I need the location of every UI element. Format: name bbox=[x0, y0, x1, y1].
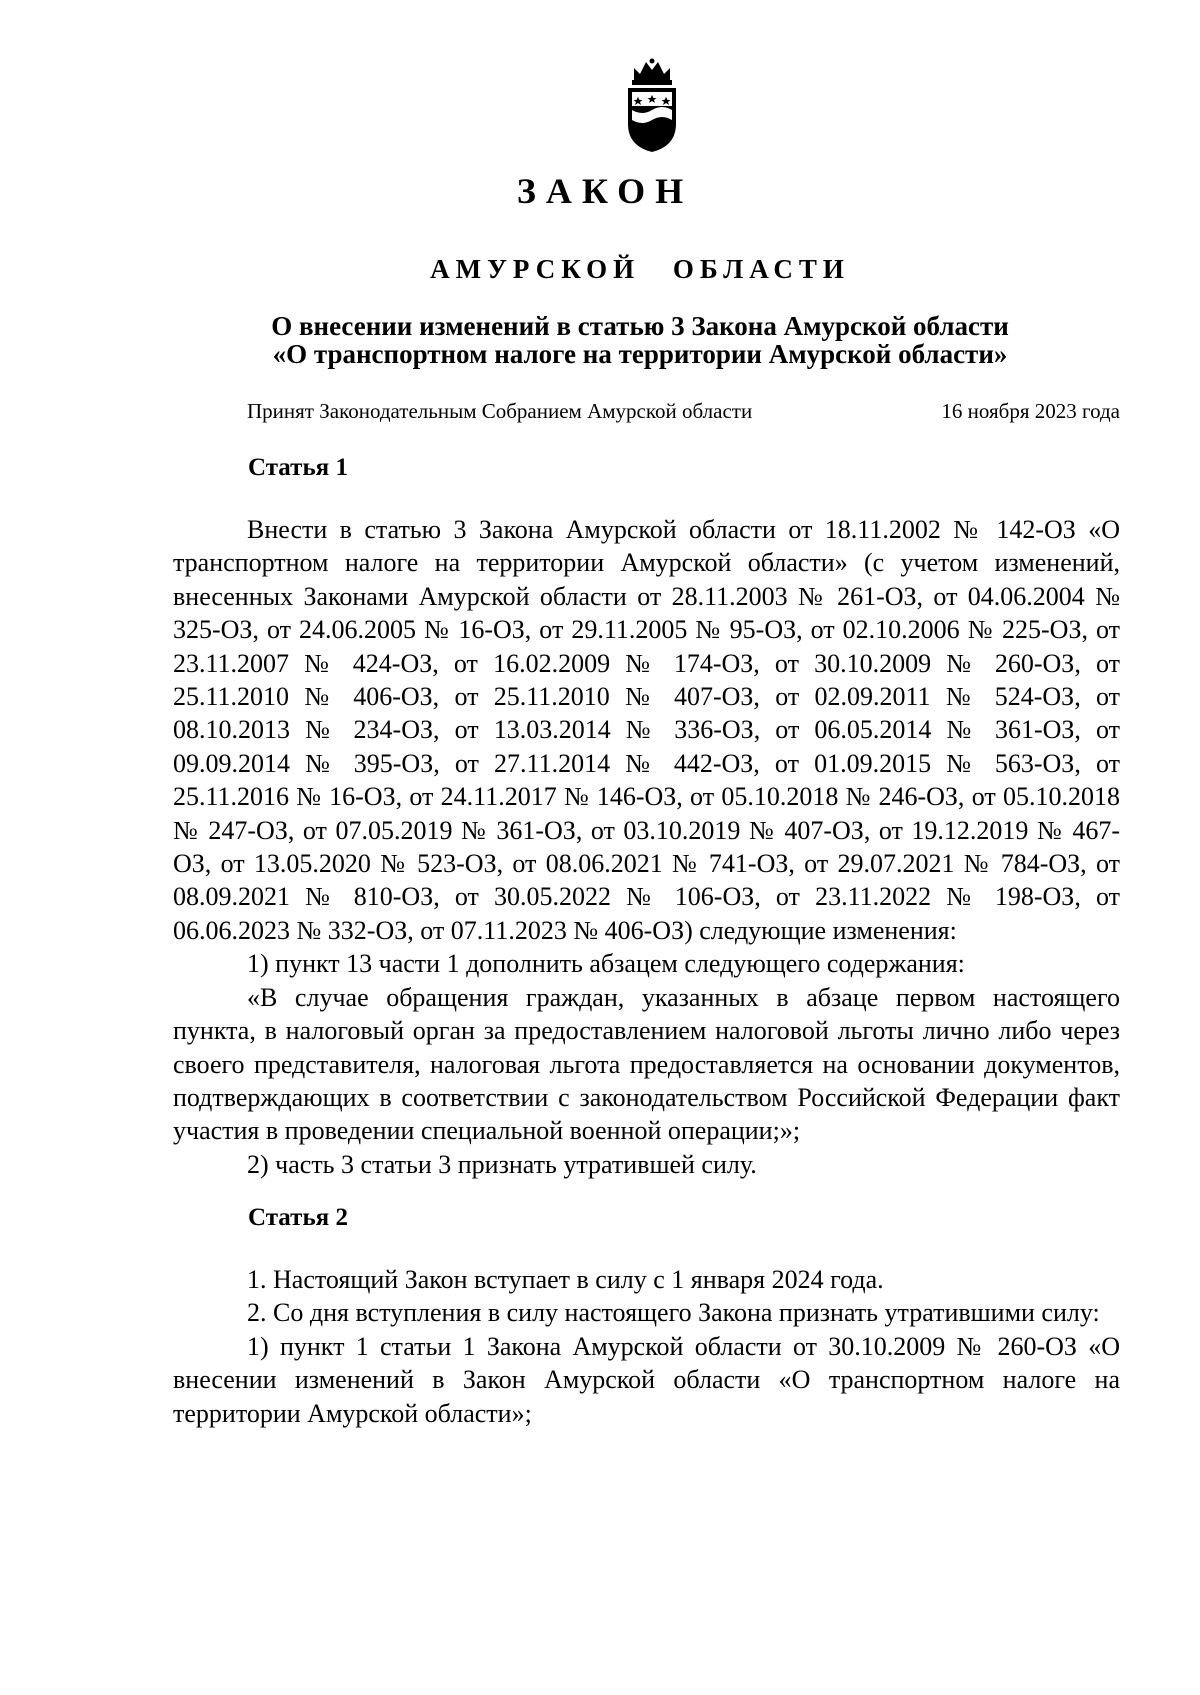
adopted-date: 16 ноября 2023 года bbox=[941, 399, 1120, 423]
article-2-paragraph-1: 1. Настоящий Закон вступает в силу с 1 января 2024 года. bbox=[247, 1265, 884, 1294]
law-heading bbox=[180, 312, 1100, 368]
adopted-by: Принят Законодательным Собранием Амурской области bbox=[247, 399, 753, 423]
law-heading-line-1: О внесении изменений в статью 3 Закона Амурской области bbox=[271, 311, 1009, 341]
article-1-title: Статья 1 bbox=[248, 454, 348, 481]
law-heading-line-2: «О транспортном налоге на территории Амурской области» bbox=[272, 339, 1008, 369]
article-1-quote: «В случае обращения граждан, указанных в абзаце первом настоящего пункта, в налоговый орган за предоставлением налоговой льготы лично либо через своего представителя, налоговая льгота предоставляется на основании документов, подтверждающих в соответствии с законодательством Российской Федерации факт участия в проведении специальной военной операции;»; bbox=[173, 982, 1120, 1146]
article-1-item-1: 1) пункт 13 части 1 дополнить абзацем следующего содержания: bbox=[247, 949, 965, 979]
amur-region-coat-of-arms-icon bbox=[620, 58, 684, 154]
document-title: ЗАКОН bbox=[516, 171, 694, 211]
article-2-title: Статья 2 bbox=[248, 1204, 348, 1231]
adoption-line bbox=[247, 399, 1120, 424]
article-1-item-2: 2) часть 3 статьи 3 признать утратившей силу. bbox=[247, 1149, 757, 1179]
article-2-paragraph-3: 1) пункт 1 статьи 1 Закона Амурской области от 30.10.2009 № 260-ОЗ «О внесении изменений в Закон Амурской области «О транспортном налоге на территории Амурской области»; bbox=[173, 1331, 1120, 1428]
document-subtitle: АМУРСКОЙ ОБЛАСТИ bbox=[430, 254, 850, 284]
article-2-body bbox=[173, 1263, 1120, 1430]
article-1-intro: Внести в статью 3 Закона Амурской области от 18.11.2002 № 142-ОЗ «О транспортном налоге на территории Амурской области» (с учетом изменений, внесенных Законами Амурской области от 28.11.2003 № 261-ОЗ, от 04.06.2004 № 325-ОЗ, от 24.06.2005 № 16-ОЗ, от 29.11.2005 № 95-ОЗ, от 02.10.2006 № 225-ОЗ, от 23.11.2007 № 424-ОЗ, от 16.02.2009 № 174-ОЗ, от 30.10.2009 № 260-ОЗ, от 25.11.2010 № 406-ОЗ, от 25.11.2010 № 407-ОЗ, от 02.09.2011 № 524-ОЗ, от 08.10.2013 № 234-ОЗ, от 13.03.2014 № 336-ОЗ, от 06.05.2014 № 361-ОЗ, от 09.09.2014 № 395-ОЗ, от 27.11.2014 № 442-ОЗ, от 01.09.2015 № 563-ОЗ, от 25.11.2016 № 16-ОЗ, от 24.11.2017 № 146-ОЗ, от 05.10.2018 № 246-ОЗ, от 05.10.2018 № 247-ОЗ, от 07.05.2019 № 361-ОЗ, от 03.10.2019 № 407-ОЗ, от 19.12.2019 № 467-ОЗ, от 13.05.2020 № 523-ОЗ, от 08.06.2021 № 741-ОЗ, от 29.07.2021 № 784-ОЗ, от 08.09.2021 № 810-ОЗ, от 30.05.2022 № 106-ОЗ, от 23.11.2022 № 198-ОЗ, от 06.06.2023 № 332-ОЗ, от 07.11.2023 № 406-ОЗ) следующие изменения: bbox=[173, 515, 1120, 945]
article-1-body bbox=[173, 513, 1120, 1181]
article-2-paragraph-2: 2. Со дня вступления в силу настоящего Закона признать утратившими силу: bbox=[247, 1298, 1100, 1328]
